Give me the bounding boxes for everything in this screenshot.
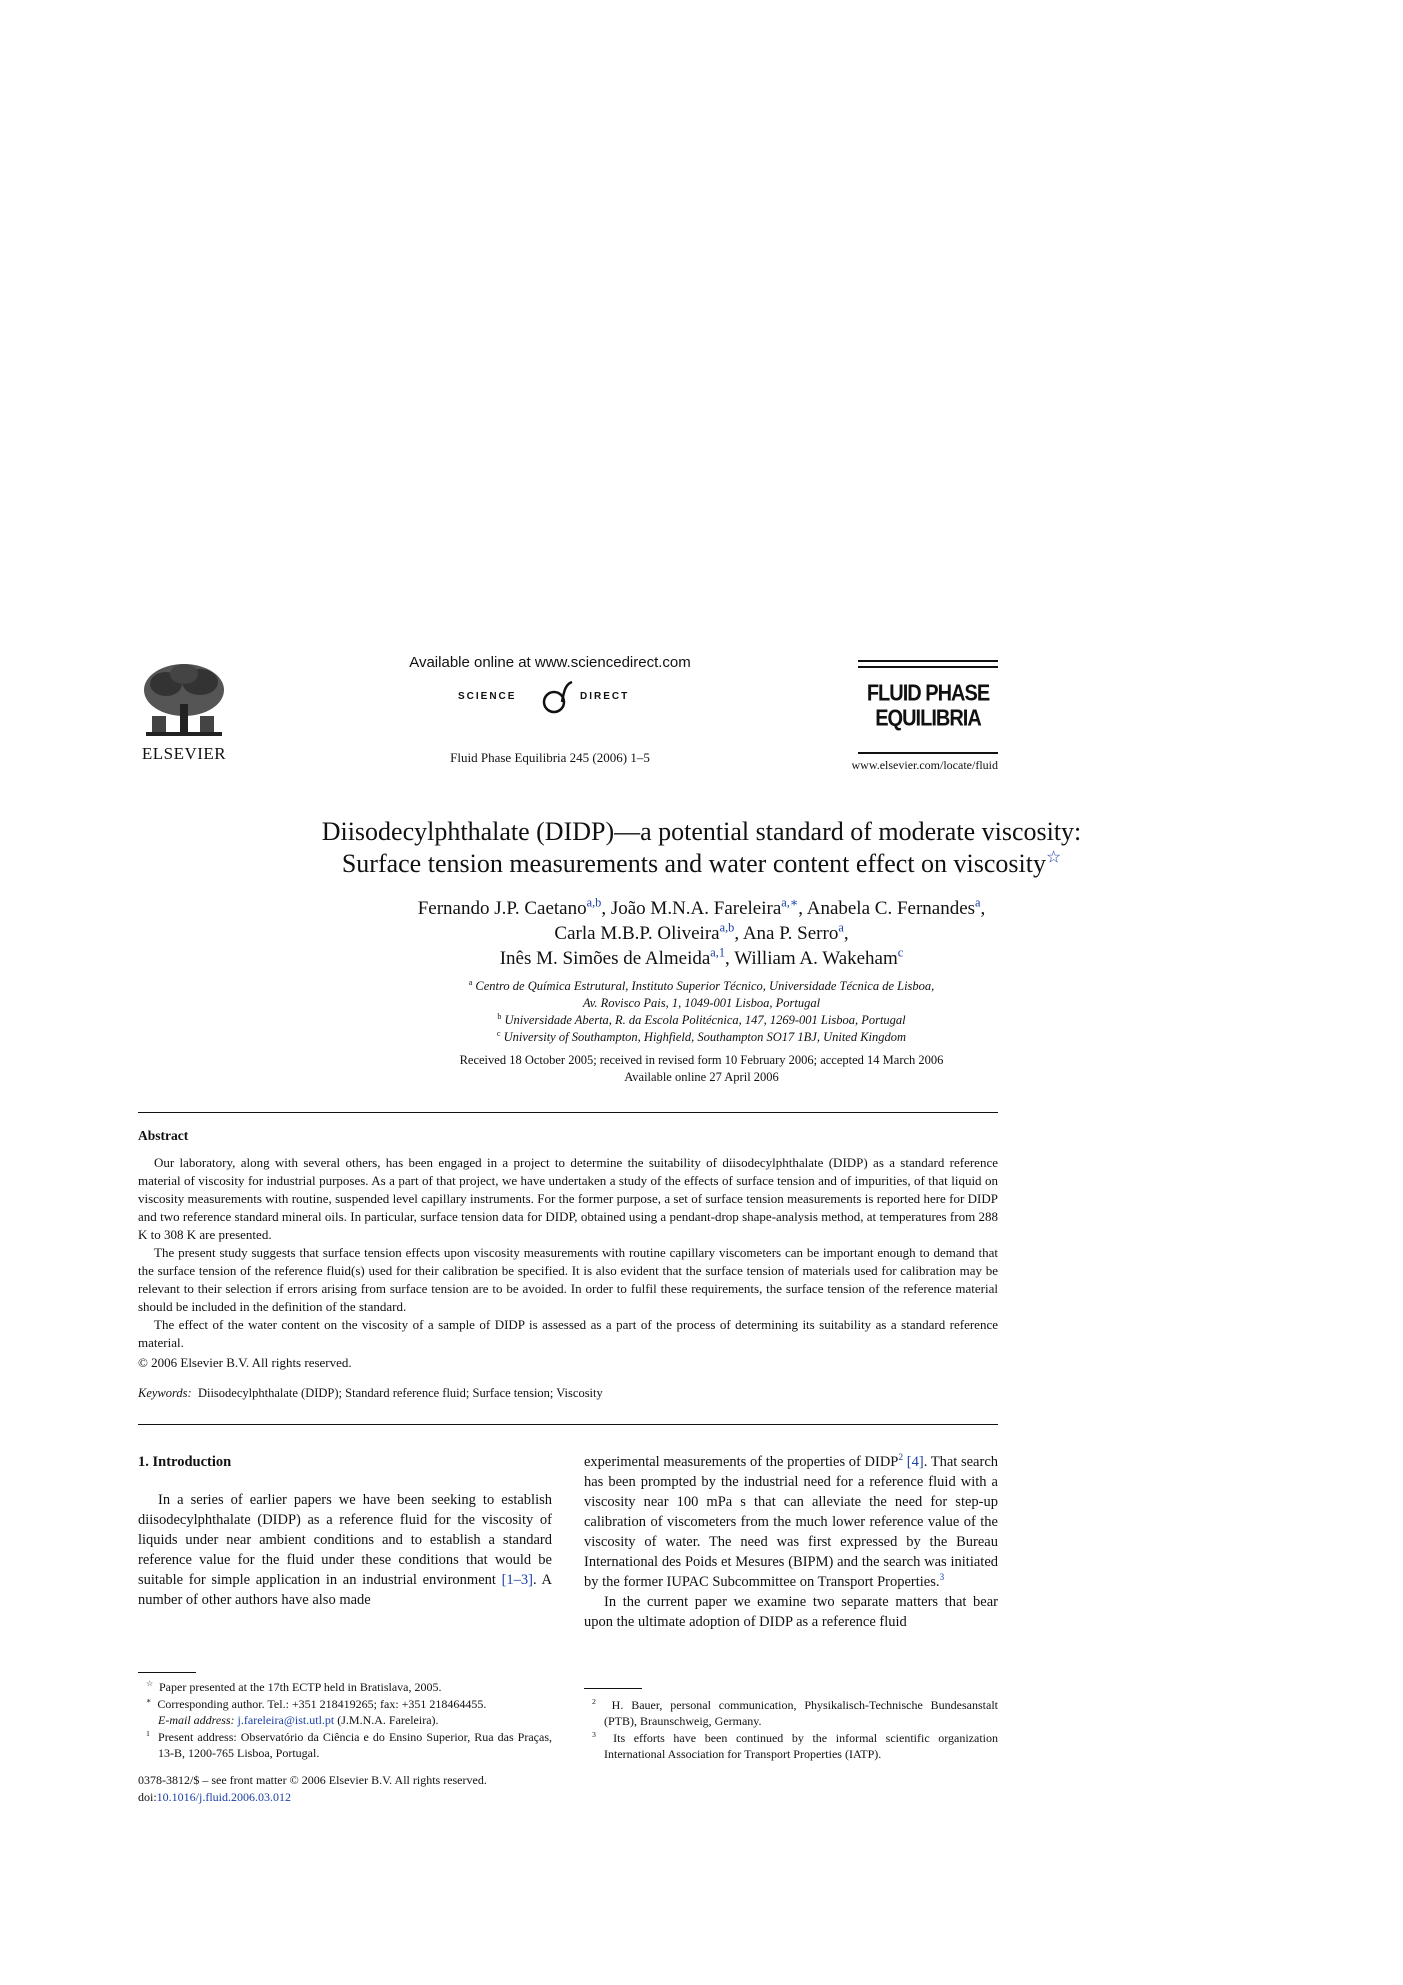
abstract-paragraph: The present study suggests that surface tension effects upon viscosity measurements with routine capillary viscometers can be important enough to demand that the surface tension of the reference fluid(s) used for their calibration be specified. It is also evident that the surface tension of materials used for calibration may be relevant to their selection if errors arising from surface tension are to be avoided. In order to fulfil these requirements, the surface tension of the reference material should be included in the definition of the standard. bbox=[138, 1245, 998, 1314]
author-name: Inês M. Simões de Almeida bbox=[499, 948, 711, 969]
footnote-mark: 2 bbox=[592, 1697, 596, 1706]
footnote-mark: ∗ bbox=[146, 1696, 152, 1705]
author-name: Ana P. Serro bbox=[742, 923, 839, 944]
footnotes-left bbox=[138, 1672, 552, 1762]
footnote-rule bbox=[584, 1688, 642, 1689]
email-owner: (J.M.N.A. Fareleira). bbox=[337, 1713, 439, 1727]
author-affil-sup[interactable]: a bbox=[838, 920, 844, 935]
publisher-name: ELSEVIER bbox=[141, 744, 227, 763]
title-star-footnote[interactable]: ☆ bbox=[1046, 847, 1062, 867]
footnote-rule bbox=[138, 1672, 196, 1673]
author-affil-sup[interactable]: c bbox=[897, 945, 904, 960]
author-affil-sup[interactable]: a,b bbox=[586, 895, 602, 910]
affiliations bbox=[80, 978, 1323, 1046]
intro-text: In the current paper we examine two separate matters that bear upon the ultimate adoption of DIDP as a reference fluid bbox=[584, 1594, 998, 1630]
journal-logo-bottom-rule bbox=[858, 752, 998, 754]
footnotes-right bbox=[584, 1688, 998, 1763]
issn-block bbox=[138, 1772, 638, 1806]
author-name: Anabela C. Fernandes bbox=[806, 898, 976, 919]
journal-logo bbox=[858, 681, 998, 732]
email-link[interactable]: j.fareleira@ist.utl.pt bbox=[237, 1713, 335, 1727]
available-online-date: Available online 27 April 2006 bbox=[624, 1070, 779, 1084]
affil-b: Universidade Aberta, R. da Escola Politécnica, 147, 1269-001 Lisboa, Portugal bbox=[504, 1013, 906, 1027]
footnote-ref[interactable]: 2 bbox=[898, 1453, 904, 1464]
affil-mark: c bbox=[496, 1028, 501, 1038]
citation-link[interactable]: [1–3] bbox=[501, 1572, 534, 1588]
footnote-text: H. Bauer, personal communication, Physikalisch-Technische Bundesanstalt (PTB), Braunschweig, Germany. bbox=[604, 1698, 998, 1728]
doi-label: doi: bbox=[138, 1790, 157, 1804]
footnote-ref[interactable]: 3 bbox=[939, 1573, 945, 1584]
abstract-paragraph: Our laboratory, along with several others, has been engaged in a project to determine the suitability of diisodecylphthalate (DIDP) as a standard reference material of viscosity for industrial purposes. As a part of that project, we have undertaken a study of the effects of surface tension and of impurities, of that liquid on viscosity measurements with routine, suspended level capillary instruments. For the former purpose, a set of surface tension measurements is reported here for DIDP and two reference standard mineral oils. In particular, surface tension data for DIDP, obtained using a pendant-drop shape-analysis method, at temperatures from 288 K to 308 K are presented. bbox=[138, 1155, 998, 1242]
email-label: E-mail address: bbox=[158, 1713, 235, 1727]
sciencedirect-logo[interactable] bbox=[440, 680, 680, 716]
issn-line: 0378-3812/$ – see front matter © 2006 Elsevier B.V. All rights reserved. bbox=[138, 1773, 487, 1787]
footnote-mark: 1 bbox=[146, 1729, 150, 1738]
sd-direct-word: DIRECT bbox=[580, 691, 630, 702]
footnote-mark: 3 bbox=[592, 1730, 596, 1739]
received-dates: Received 18 October 2005; received in revised form 10 February 2006; accepted 14 March 2006 bbox=[459, 1053, 944, 1067]
journal-logo-rules bbox=[858, 660, 998, 672]
footnote-text: Corresponding author. Tel.: +351 218419265; fax: +351 218464455. bbox=[157, 1697, 487, 1711]
affil-a: Centro de Química Estrutural, Instituto Superior Técnico, Universidade Técnica de Lisboa, bbox=[475, 979, 935, 993]
journal-citation: Fluid Phase Equilibria 245 (2006) 1–5 bbox=[450, 750, 650, 765]
left-column bbox=[138, 1452, 552, 1610]
footnote-text: Its efforts have been continued by the informal scientific organization International Association for Transport Properties (IATP). bbox=[604, 1731, 999, 1761]
keywords bbox=[138, 1386, 998, 1401]
footnote-mark: ☆ bbox=[146, 1679, 153, 1688]
sd-science-word: SCIENCE bbox=[458, 691, 517, 702]
abstract-paragraph: The effect of the water content on the viscosity of a sample of DIDP is assessed as a part of the process of determining its suitability as a standard reference material. bbox=[138, 1317, 998, 1350]
available-online-text[interactable]: Available online at www.sciencedirect.com bbox=[409, 654, 691, 671]
journal-url[interactable]: www.elsevier.com/locate/fluid bbox=[851, 758, 998, 772]
abstract-top-rule bbox=[138, 1112, 998, 1113]
citation-link[interactable]: [4] bbox=[906, 1454, 924, 1470]
right-column bbox=[584, 1452, 998, 1632]
intro-text: . A number of other authors have also made bbox=[138, 1572, 552, 1608]
footnote-text: Present address: Observatório da Ciência e do Ensino Superior, Rua das Praças, 13-B, 1200-765 Lisboa, Portugal. bbox=[158, 1730, 552, 1760]
author-name: João M.N.A. Fareleira bbox=[610, 898, 782, 919]
abstract-bottom-rule bbox=[138, 1424, 998, 1425]
author-name: Carla M.B.P. Oliveira bbox=[554, 923, 720, 944]
intro-text: In a series of earlier papers we have been seeking to establish diisodecylphthalate (DIDP) as a reference fluid for the viscosity of liquids under near ambient conditions and to establish a standard reference value for the fluid under these conditions that would be suitable for simple application in an industrial environment bbox=[138, 1492, 552, 1588]
sd-d-icon bbox=[536, 680, 576, 716]
abstract-heading: Abstract bbox=[138, 1128, 189, 1143]
journal-logo-line2: EQUILIBRIA bbox=[875, 706, 981, 732]
section-heading: 1. Introduction bbox=[138, 1454, 232, 1470]
intro-text: . That search has been prompted by the industrial need for a reference fluid with a viscosity near 100 mPa s that can alleviate the need for step-up calibration of viscometers from the much lower reference value of the viscosity of water. The need was first expressed by the Bureau International des Poids et Mesures (BIPM) and the search was initiated by the former IUPAC Subcommittee on Transport Properties. bbox=[584, 1454, 999, 1590]
affil-c: University of Southampton, Highfield, Southampton SO17 1BJ, United Kingdom bbox=[503, 1030, 907, 1044]
article-dates bbox=[80, 1052, 1323, 1086]
footnote-text: Paper presented at the 17th ECTP held in Bratislava, 2005. bbox=[159, 1680, 442, 1694]
intro-text: experimental measurements of the properties of DIDP bbox=[584, 1454, 899, 1470]
author-affil-sup[interactable]: a,∗ bbox=[781, 895, 799, 910]
keywords-label: Keywords: bbox=[138, 1386, 192, 1400]
author-affil-sup[interactable]: a,1 bbox=[710, 945, 726, 960]
affil-a-line2: Av. Rovisco Pais, 1, 1049-001 Lisboa, Portugal bbox=[582, 996, 821, 1010]
author-name: Fernando J.P. Caetano bbox=[417, 898, 587, 919]
affil-mark: b bbox=[497, 1011, 502, 1021]
title-line1: Diisodecylphthalate (DIDP)—a potential standard of moderate viscosity: bbox=[321, 817, 1082, 846]
title-line2: Surface tension measurements and water content effect on viscosity bbox=[341, 849, 1046, 878]
author-affil-sup[interactable]: a,b bbox=[719, 920, 735, 935]
affil-mark: a bbox=[468, 977, 473, 987]
author-list: Fernando J.P. Caetano$^{a,b}$, João M.N.A. Fareleira$^{a,∗}$, Anabela C. Fernandes$^a$, Carla M.B.P. Oliveira$^{a,b}$, Ana P. Serro$^a$, Inês M. Simões de Almeida$^{a,1}$, William A. Wakeham$^c$ bbox=[417, 895, 986, 969]
abstract-body bbox=[138, 1154, 998, 1372]
journal-logo-line1: FLUID PHASE bbox=[866, 680, 990, 706]
paper-title bbox=[80, 816, 1323, 880]
author-affil-sup[interactable]: a bbox=[975, 895, 981, 910]
abstract-copyright: © 2006 Elsevier B.V. All rights reserved. bbox=[138, 1355, 352, 1370]
doi-link[interactable]: 10.1016/j.fluid.2006.03.012 bbox=[156, 1790, 292, 1804]
author-name: William A. Wakeham bbox=[734, 948, 898, 969]
keywords-text: Diisodecylphthalate (DIDP); Standard reference fluid; Surface tension; Viscosity bbox=[197, 1386, 603, 1400]
